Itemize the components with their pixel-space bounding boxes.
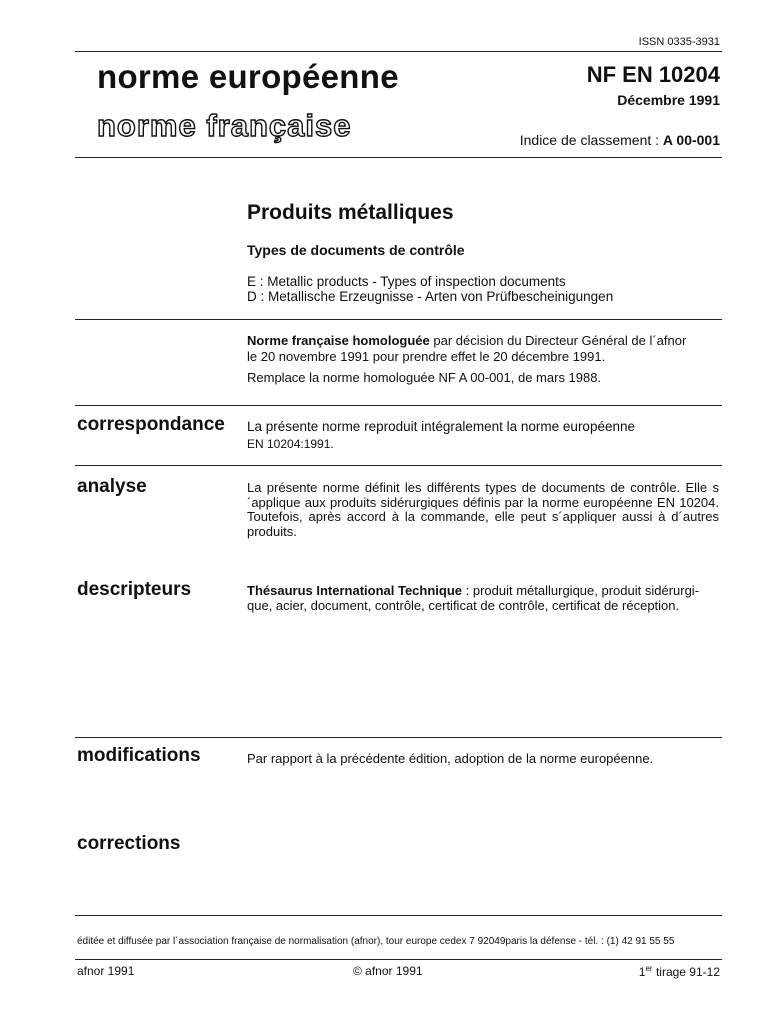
thesaurus-label: Thésaurus International Technique [247,583,463,598]
analyse-text: La présente norme définit les différents types de documents de contrôle. Elle s´applique aux produits sidérurgiques définis par la norme européenne EN 10204. Toutefois, après accord à la commande, elle peut s´appliquer aussi à d´autres produits. [247,480,719,539]
translation-english: E : Metallic products - Types of inspection documents [247,274,566,289]
descripteurs-line1: : produit métallurgique, produit sidérurgi- [462,583,700,598]
classification-label: Indice de classement : [519,132,660,148]
section-label-analyse: analyse [77,476,147,497]
title-divider [75,319,722,320]
homologation-statement [247,333,727,365]
descripteurs-line2: que, acier, document, contrôle, certificat de contrôle, certificat de réception. [247,597,680,613]
section-label-modifications: modifications [77,745,201,766]
section-label-corrections: corrections [77,833,181,854]
classification-index [440,132,720,148]
correspondance-divider [75,405,722,406]
section-label-descripteurs: descripteurs [77,579,192,600]
header-divider [75,157,722,158]
analyse-divider [75,465,722,466]
section-label-correspondance: correspondance [77,414,225,435]
print-run-number: 1 [638,965,646,979]
correspondance-reference: EN 10204:1991. [247,437,334,451]
footer-bottom-divider [75,959,722,960]
top-divider [75,51,722,52]
classification-value: A 00-001 [662,132,720,148]
homologation-label: Norme française homologuée [247,333,430,348]
title-norme-francaise: norme française [97,108,352,143]
translations [247,274,613,304]
footer-divider [75,915,722,916]
footer-copyright: © afnor 1991 [353,964,423,978]
modifications-divider [75,737,722,738]
descripteurs-text [247,584,719,613]
correspondance-text: La présente norme reproduit intégralement la norme européenne [247,419,635,434]
homologation-dates: le 20 novembre 1991 pour prendre effet le 20 décembre 1991. [247,349,606,364]
publication-date: Décembre 1991 [617,92,720,108]
modifications-text: Par rapport à la précédente édition, adoption de la norme européenne. [247,751,654,766]
footer-print-run [600,964,720,979]
replaces-statement: Remplace la norme homologuée NF A 00-001, de mars 1988. [247,370,602,385]
footer-left: afnor 1991 [77,964,135,978]
homologation-text: par décision du Directeur Général de l´afnor [429,333,687,348]
print-run-text: tirage 91-12 [652,965,720,979]
title-norme-europeenne: norme européenne [97,58,399,95]
standard-number: NF EN 10204 [586,62,720,87]
document-title: Produits métalliques [247,201,454,224]
translation-german: D : Metallische Erzeugnisse - Arten von Prüfbescheinigungen [247,289,614,304]
publisher-info: éditée et diffusée par l´association française de normalisation (afnor), tour europe cedex 7 92049paris la défense - tél. : (1) 42 91 55 55 [77,936,675,947]
issn-number: ISSN 0335-3931 [638,36,720,48]
print-run-superscript: er [645,964,653,973]
document-subtitle: Types de documents de contrôle [247,242,465,258]
